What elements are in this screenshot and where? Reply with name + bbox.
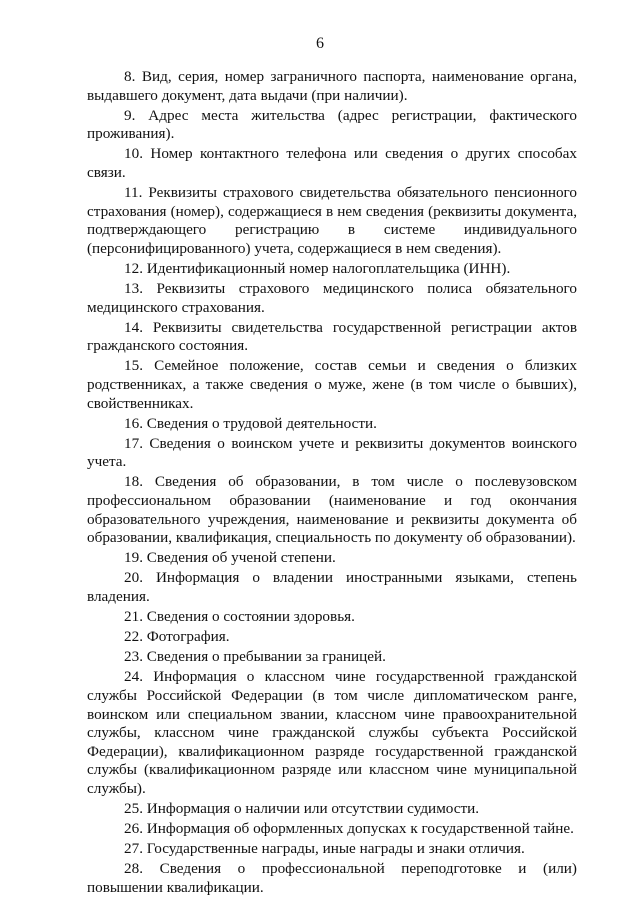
page-number: 6: [316, 35, 324, 52]
list-item: 9. Адрес места жительства (адрес регистрации, фактического проживания).: [87, 106, 577, 143]
list-item: 16. Сведения о трудовой деятельности.: [124, 414, 377, 432]
list-item: 21. Сведения о состоянии здоровья.: [124, 608, 355, 626]
list-item: 13. Реквизиты страхового медицинского полиса обязательного медицинского страхования.: [87, 280, 577, 316]
list-item: 27. Государственные награды, иные награды и знаки отличия.: [124, 840, 525, 858]
list-item: 20. Информация о владении иностранными языками, степень владения.: [87, 569, 577, 606]
list-item: 11. Реквизиты страхового свидетельства обязательного пенсионного страхования (номер), содержащиеся в нем сведения (реквизиты документа, подтверждающего регистрацию в системе индивидуального (персонифицированного) учета, содержащиеся в нем сведения).: [87, 184, 577, 257]
list-item: 14. Реквизиты свидетельства государственной регистрации актов гражданского состояния.: [87, 318, 577, 355]
list-item: 24. Информация о классном чине государственной гражданской службы Российской Федерации (в том числе дипломатическом ранге, воинском или специальном звании, классном чине правоохранительной службы, классном чине гражданской службы субъекта Российской Федерации), квалификационном разряде государственной гражданской службы (квалификационном разряде или классном чине муниципальной службы).: [87, 668, 577, 797]
list-item: 18. Сведения об образовании, в том числе о послевузовском профессиональном образовании (наименование и год окончания образовательного учреждения, наименование и реквизиты документа об образовании, квалификация, специальность по документу об образовании).: [87, 473, 577, 547]
list-item: 26. Информация об оформленных допусках к государственной тайне.: [124, 820, 574, 838]
list-item: 19. Сведения об ученой степени.: [124, 549, 336, 567]
list-item: 10. Номер контактного телефона или сведения о других способах связи.: [87, 145, 577, 181]
document-body: [87, 68, 577, 899]
list-item: 17. Сведения о воинском учете и реквизиты документов воинского учета.: [87, 434, 577, 471]
list-item: 23. Сведения о пребывании за границей.: [124, 648, 386, 666]
list-item: 12. Идентификационный номер налогоплательщика (ИНН).: [124, 259, 511, 277]
list-item: 28. Сведения о профессиональной переподготовке и (или) повышении квалификации.: [87, 860, 577, 896]
list-item: 22. Фотография.: [124, 628, 230, 646]
list-item: 8. Вид, серия, номер заграничного паспорта, наименование органа, выдавшего документ, дата выдачи (при наличии).: [87, 68, 577, 104]
list-item: 25. Информация о наличии или отсутствии судимости.: [124, 800, 480, 818]
list-item: 15. Семейное положение, состав семьи и сведения о близких родственниках, а также сведения о муже, жене (в том числе о бывших), свойственниках.: [87, 357, 577, 412]
